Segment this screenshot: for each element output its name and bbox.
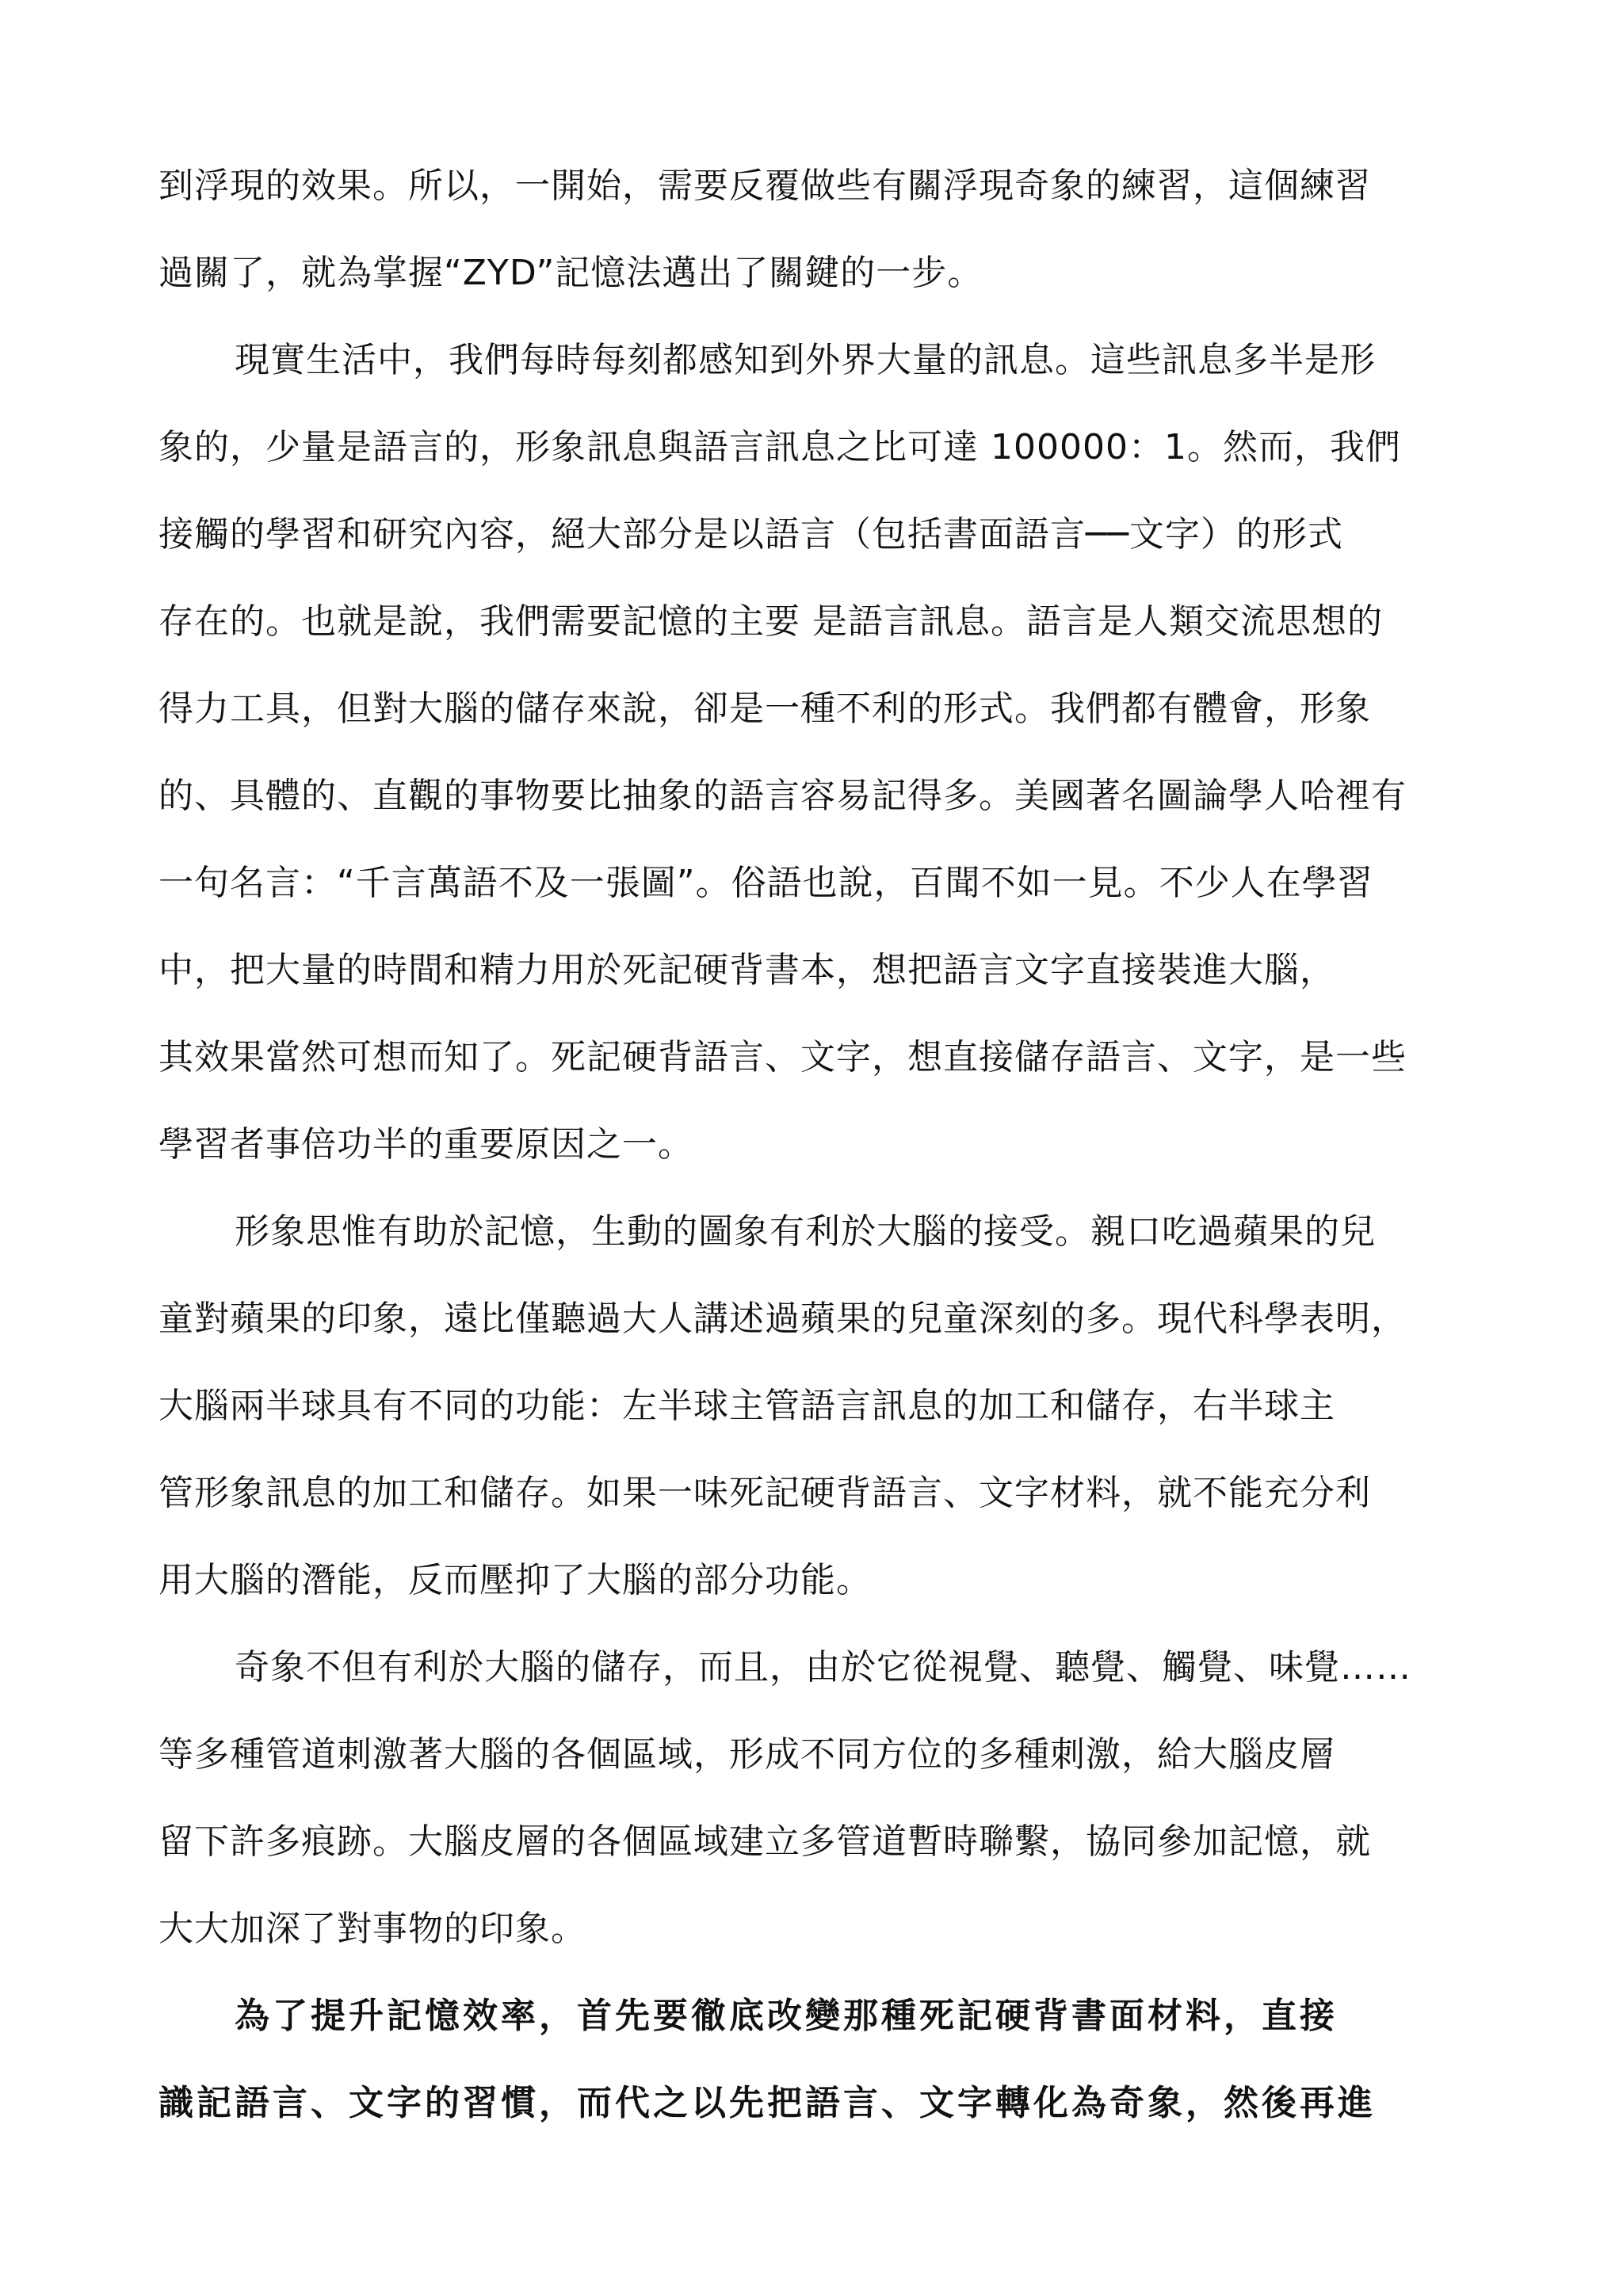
bold-paragraph-line: 識記語言、文字的習慣，而代之以先把語言、文字轉化為奇象，然後再進 (158, 2083, 1376, 2123)
paragraph-line: 一句名言：“千言萬語不及一張圖”。俗語也說，百聞不如一見。不少人在學習 (158, 863, 1373, 903)
paragraph-line: 學習者事倍功半的重要原因之一。 (158, 1124, 693, 1165)
paragraph-line: 接觸的學習和研究內容，絕大部分是以語言（包括書面語言──文字）的形式 (158, 514, 1343, 555)
paragraph-line: 管形象訊息的加工和儲存。如果一味死記硬背語言、文字材料，就不能充分利 (158, 1473, 1371, 1513)
paragraph-line: 大大加深了對事物的印象。 (158, 1909, 586, 1949)
paragraph-line: 奇象不但有利於大腦的儲存，而且，由於它從視覺、聽覺、觸覺、味覺…… (235, 1647, 1411, 1688)
paragraph-line: 其效果當然可想而知了。死記硬背語言、文字，想直接儲存語言、文字，是一些 (158, 1037, 1407, 1077)
paragraph-line: 留下許多痕跡。大腦皮層的各個區域建立多管道暫時聯繫，協同參加記憶，就 (158, 1821, 1371, 1862)
paragraph-line: 形象思惟有助於記憶，生動的圖象有利於大腦的接受。親口吃過蘋果的兒 (235, 1211, 1376, 1252)
paragraph-line: 大腦兩半球具有不同的功能：左半球主管語言訊息的加工和儲存，右半球主 (158, 1386, 1335, 1426)
paragraph-line: 現實生活中，我們每時每刻都感知到外界大量的訊息。這些訊息多半是形 (235, 340, 1376, 380)
paragraph-line: 的、具體的、直觀的事物要比抽象的語言容易記得多。美國著名圖論學人哈裡有 (158, 776, 1407, 816)
bold-paragraph-line: 為了提升記憶效率，首先要徹底改變那種死記硬背書面材料，直接 (235, 1996, 1338, 2036)
paragraph-line: 中，把大量的時間和精力用於死記硬背書本，想把語言文字直接裝進大腦， (158, 950, 1335, 990)
paragraph-line: 等多種管道刺激著大腦的各個區域，形成不同方位的多種刺激，給大腦皮層 (158, 1734, 1335, 1775)
paragraph-line: 到浮現的效果。所以，一開始，需要反覆做些有關浮現奇象的練習，這個練習 (158, 166, 1371, 206)
paragraph-line: 存在的。也就是說，我們需要記憶的主要 是語言訊息。語言是人類交流思想的 (158, 601, 1383, 642)
paragraph-line: 過關了，就為掌握“ZYD”記憶法邁出了關鍵的一步。 (158, 253, 983, 293)
paragraph-line: 用大腦的潛能，反而壓抑了大腦的部分功能。 (158, 1560, 872, 1600)
paragraph-line: 童對蘋果的印象，遠比僅聽過大人講述過蘋果的兒童深刻的多。現代科學表明， (158, 1299, 1407, 1339)
paragraph-line: 象的，少量是語言的，形象訊息與語言訊息之比可達 100000：1。然而，我們 (158, 427, 1401, 467)
paragraph-line: 得力工具，但對大腦的儲存來說，卻是一種不利的形式。我們都有體會，形象 (158, 688, 1371, 729)
